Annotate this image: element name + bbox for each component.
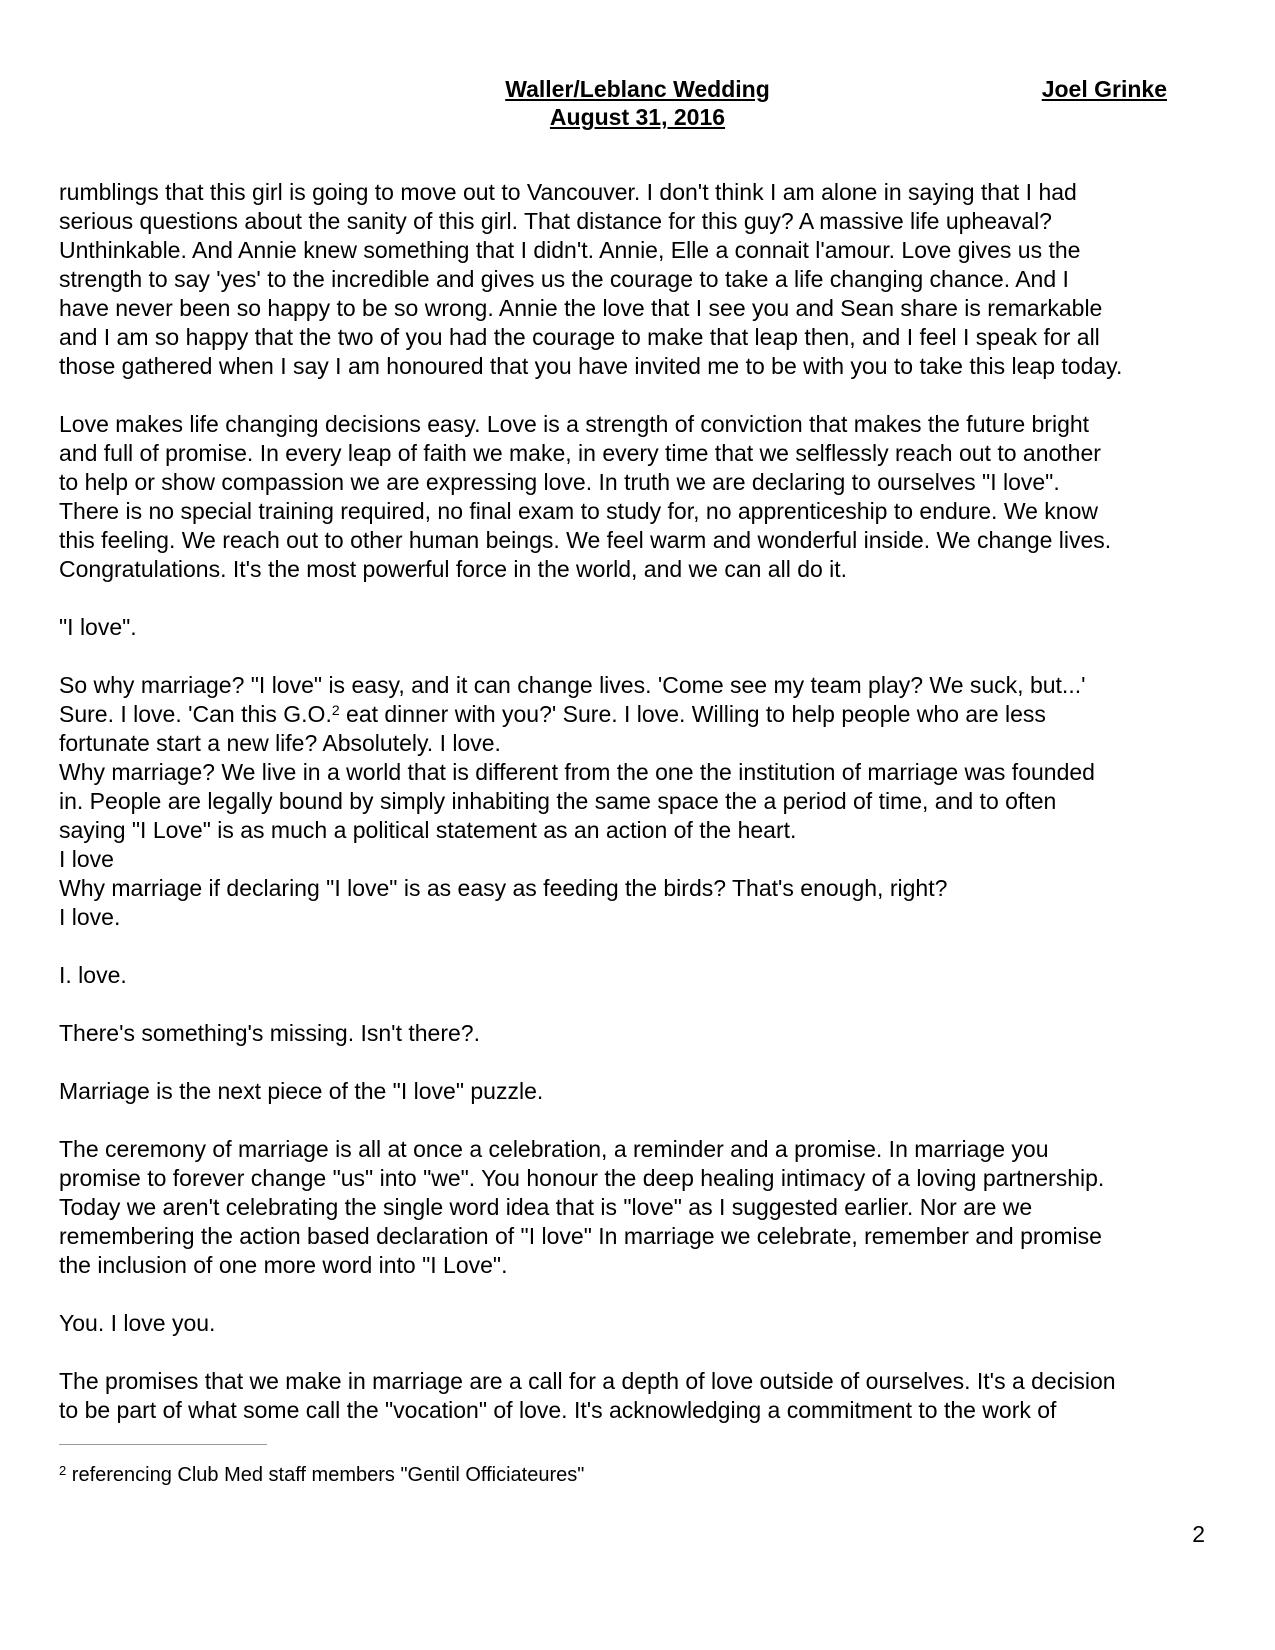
- text-line: I. love.: [59, 962, 127, 988]
- footnote-marker: 2: [59, 1463, 67, 1478]
- text-segment: eat dinner with you?' Sure. I love. Willing to help people who are less: [339, 701, 1046, 727]
- text-line: "I love".: [59, 614, 137, 640]
- footnote-text: referencing Club Med staff members "Gentil Officiateures": [66, 1464, 585, 1486]
- text-line: to be part of what some call the "vocation" of love. It's acknowledging a commitment to the work of: [59, 1397, 1057, 1423]
- paragraph-7: [59, 1077, 1221, 1106]
- page-number: 2: [1192, 1521, 1205, 1547]
- paragraph-3: [59, 613, 1221, 642]
- text-line: those gathered when I say I am honoured that you have invited me to be with you to take this leap today.: [59, 353, 1123, 379]
- text-line: [59, 700, 1221, 729]
- header-title: Waller/Leblanc Wedding: [505, 76, 770, 102]
- footnote-reference[interactable]: 2: [331, 702, 340, 718]
- footnote-divider: [59, 1444, 267, 1445]
- paragraph-10: [59, 1367, 1221, 1425]
- text-line: So why marriage? "I love" is easy, and it can change lives. 'Come see my team play? We suck, but...': [59, 672, 1086, 698]
- text-line: The ceremony of marriage is all at once a celebration, a reminder and a promise. In marriage you: [59, 1136, 1049, 1162]
- text-line: remembering the action based declaration of "I love" In marriage we celebrate, remember and promise: [59, 1223, 1102, 1249]
- paragraph-8: [59, 1135, 1221, 1280]
- text-line: I love.: [59, 904, 121, 930]
- text-line: in. People are legally bound by simply inhabiting the same space the a period of time, and to often: [59, 788, 1057, 814]
- text-line: fortunate start a new life? Absolutely. I love.: [59, 730, 501, 756]
- paragraph-2: [59, 410, 1221, 584]
- text-line: this feeling. We reach out to other human beings. We feel warm and wonderful inside. We change lives.: [59, 527, 1112, 553]
- text-line: and I am so happy that the two of you had the courage to make that leap then, and I feel I speak for all: [59, 324, 1100, 350]
- text-line: Today we aren't celebrating the single word idea that is "love" as I suggested earlier. Nor are we: [59, 1194, 1033, 1220]
- text-line: the inclusion of one more word into "I Love".: [59, 1252, 508, 1278]
- text-line: Why marriage? We live in a world that is different from the one the institution of marriage was founded: [59, 759, 1095, 785]
- text-line: rumblings that this girl is going to move out to Vancouver. I don't think I am alone in saying that I had: [59, 179, 1077, 205]
- paragraph-6: [59, 1019, 1221, 1048]
- page-header: [0, 75, 1275, 135]
- text-line: Congratulations. It's the most powerful force in the world, and we can all do it.: [59, 556, 848, 582]
- text-line: serious questions about the sanity of this girl. That distance for this guy? A massive life upheaval?: [59, 208, 1052, 234]
- paragraph-9: [59, 1309, 1221, 1338]
- text-line: I love: [59, 846, 114, 872]
- text-line: Love makes life changing decisions easy. Love is a strength of conviction that makes the future bright: [59, 411, 1090, 437]
- text-line: to help or show compassion we are expressing love. In truth we are declaring to ourselves "I love".: [59, 469, 1060, 495]
- text-line: You. I love you.: [59, 1310, 216, 1336]
- document-body: [59, 178, 1221, 1425]
- footnote: [59, 1462, 584, 1488]
- text-line: strength to say 'yes' to the incredible and gives us the courage to take a life changing chance. And I: [59, 266, 1069, 292]
- text-line: promise to forever change "us" into "we". You honour the deep healing intimacy of a loving partnership.: [59, 1165, 1105, 1191]
- text-segment: Sure. I love. 'Can this G.O.: [59, 701, 332, 727]
- text-line: Marriage is the next piece of the "I love" puzzle.: [59, 1078, 544, 1104]
- paragraph-1: [59, 178, 1221, 381]
- text-line: have never been so happy to be so wrong. Annie the love that I see you and Sean share is remarkable: [59, 295, 1103, 321]
- text-line: Unthinkable. And Annie knew something that I didn't. Annie, Elle a connait l'amour. Love gives us the: [59, 237, 1081, 263]
- text-line: saying "I Love" is as much a political statement as an action of the heart.: [59, 817, 797, 843]
- text-line: Why marriage if declaring "I love" is as easy as feeding the birds? That's enough, right?: [59, 875, 948, 901]
- text-line: There's something's missing. Isn't there?.: [59, 1020, 480, 1046]
- paragraph-5: [59, 961, 1221, 990]
- header-author: Joel Grinke: [1041, 76, 1167, 102]
- header-date: August 31, 2016: [549, 104, 726, 130]
- text-line: The promises that we make in marriage are a call for a depth of love outside of ourselves. It's a decision: [59, 1368, 1116, 1394]
- text-line: and full of promise. In every leap of faith we make, in every time that we selflessly reach out to another: [59, 440, 1101, 466]
- paragraph-4: [59, 671, 1221, 932]
- text-line: There is no special training required, no final exam to study for, no apprenticeship to endure. We know: [59, 498, 1098, 524]
